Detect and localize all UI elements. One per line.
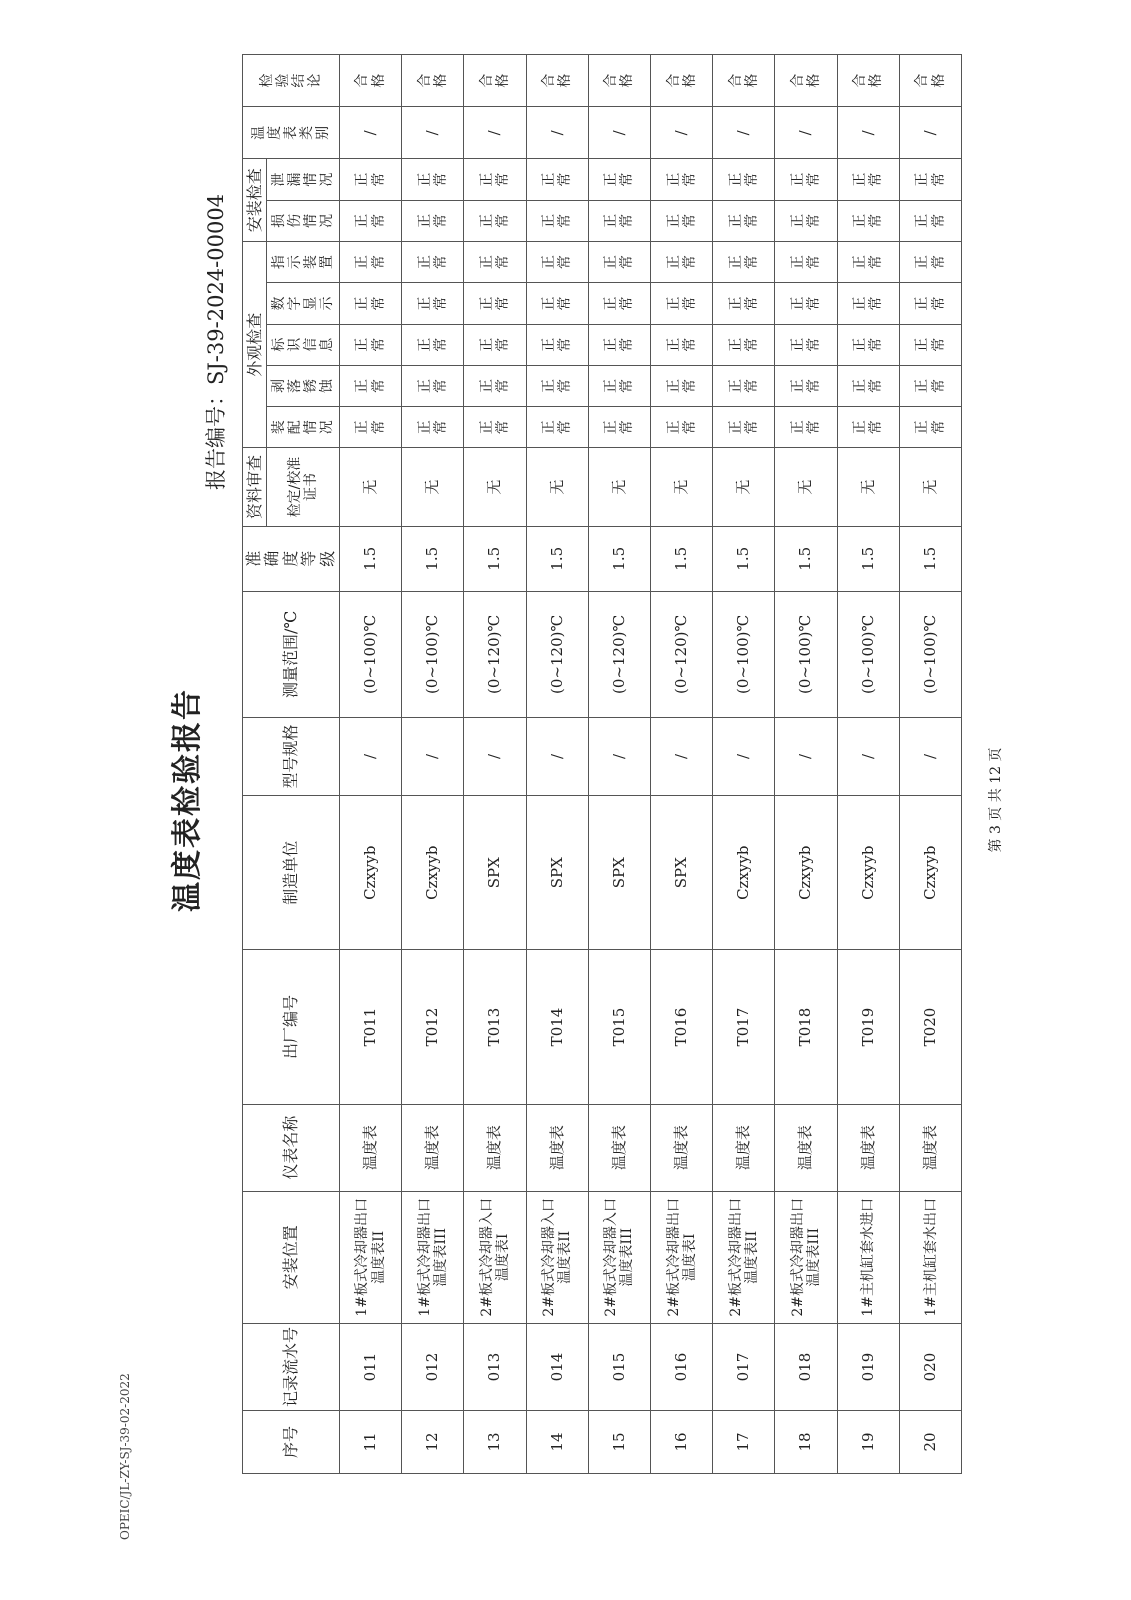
accuracy-cell: 1.5 xyxy=(651,526,713,591)
col-location-header: 安装位置 xyxy=(243,1191,340,1324)
seq-cell: 17 xyxy=(713,1410,775,1473)
table-row xyxy=(339,55,401,1474)
col-doc-group-header: 资料审查 xyxy=(243,448,267,526)
cert-cell: 无 xyxy=(899,448,961,526)
table-row xyxy=(588,55,650,1474)
pointer-cell: 正常 xyxy=(416,255,449,270)
location-cell: 1#主机缸套水进口 xyxy=(837,1191,899,1324)
page-title: 温度表检验报告 xyxy=(170,688,205,912)
maker-cell: Czxyyb xyxy=(713,796,775,950)
peel-cell: 正常 xyxy=(790,379,823,394)
assembly-cell: 正常 xyxy=(790,420,823,435)
maker-cell: Czxyyb xyxy=(899,796,961,950)
page-number: 第 3 页 共 12 页 xyxy=(988,747,1004,853)
location-cell: 1#主机缸套水出口 xyxy=(899,1191,961,1324)
col-range-header: 测量范围/℃ xyxy=(243,591,340,717)
col-pointer-header: 指示装置 xyxy=(271,255,336,270)
mark-cell: 正常 xyxy=(852,337,885,352)
pointer-cell: 正常 xyxy=(852,255,885,270)
leak-cell: 正常 xyxy=(354,172,387,187)
col-record-header: 记录流水号 xyxy=(243,1324,340,1411)
mark-cell: 正常 xyxy=(603,337,636,352)
name-cell: 温度表 xyxy=(588,1104,650,1191)
model-cell: / xyxy=(464,717,526,795)
name-cell: 温度表 xyxy=(651,1104,713,1191)
pointer-cell: 正常 xyxy=(914,255,947,270)
assembly-cell: 正常 xyxy=(665,420,698,435)
col-damage-header: 损伤情况 xyxy=(271,213,336,228)
peel-cell: 正常 xyxy=(914,379,947,394)
record-cell: 016 xyxy=(651,1324,713,1411)
record-cell: 018 xyxy=(775,1324,837,1411)
result-cell: 合格 xyxy=(914,73,947,88)
digit-cell: 正常 xyxy=(416,296,449,311)
seq-cell: 12 xyxy=(402,1410,464,1473)
digit-cell: 正常 xyxy=(665,296,698,311)
range-cell: (0~120)℃ xyxy=(651,591,713,717)
category-cell: / xyxy=(837,107,899,159)
assembly-cell: 正常 xyxy=(478,420,511,435)
serial-cell: T013 xyxy=(464,950,526,1104)
col-name-header: 仪表名称 xyxy=(243,1104,340,1191)
serial-cell: T018 xyxy=(775,950,837,1104)
col-assembly-header: 装配情况 xyxy=(271,420,336,435)
record-cell: 017 xyxy=(713,1324,775,1411)
cert-cell: 无 xyxy=(339,448,401,526)
serial-cell: T019 xyxy=(837,950,899,1104)
damage-cell: 正常 xyxy=(665,213,698,228)
model-cell: / xyxy=(837,717,899,795)
digit-cell: 正常 xyxy=(478,296,511,311)
location-cell: 2#板式冷却器出口温度表II xyxy=(713,1191,775,1324)
record-cell: 015 xyxy=(588,1324,650,1411)
model-cell: / xyxy=(713,717,775,795)
damage-cell: 正常 xyxy=(541,213,574,228)
name-cell: 温度表 xyxy=(713,1104,775,1191)
category-cell: / xyxy=(526,107,588,159)
model-cell: / xyxy=(402,717,464,795)
range-cell: (0~120)℃ xyxy=(588,591,650,717)
table-row xyxy=(775,55,837,1474)
category-cell: / xyxy=(464,107,526,159)
col-install-group-header: 安装检查 xyxy=(243,159,267,242)
damage-cell: 正常 xyxy=(354,213,387,228)
category-cell: / xyxy=(775,107,837,159)
table-row xyxy=(837,55,899,1474)
col-mark-header: 标识信息 xyxy=(271,337,336,352)
damage-cell: 正常 xyxy=(790,213,823,228)
serial-cell: T015 xyxy=(588,950,650,1104)
table-row xyxy=(402,55,464,1474)
mark-cell: 正常 xyxy=(727,337,760,352)
result-cell: 合格 xyxy=(541,73,574,88)
leak-cell: 正常 xyxy=(416,172,449,187)
range-cell: (0~100)℃ xyxy=(775,591,837,717)
pointer-cell: 正常 xyxy=(603,255,636,270)
table-row xyxy=(713,55,775,1474)
digit-cell: 正常 xyxy=(354,296,387,311)
digit-cell: 正常 xyxy=(852,296,885,311)
model-cell: / xyxy=(899,717,961,795)
maker-cell: SPX xyxy=(526,796,588,950)
serial-cell: T020 xyxy=(899,950,961,1104)
category-cell: / xyxy=(402,107,464,159)
assembly-cell: 正常 xyxy=(727,420,760,435)
accuracy-cell: 1.5 xyxy=(899,526,961,591)
col-leak-header: 泄漏情况 xyxy=(271,172,336,187)
assembly-cell: 正常 xyxy=(354,420,387,435)
assembly-cell: 正常 xyxy=(416,420,449,435)
leak-cell: 正常 xyxy=(541,172,574,187)
cert-cell: 无 xyxy=(464,448,526,526)
result-cell: 合格 xyxy=(727,73,760,88)
col-serial-header: 出厂编号 xyxy=(243,950,340,1104)
damage-cell: 正常 xyxy=(914,213,947,228)
maker-cell: Czxyyb xyxy=(837,796,899,950)
category-cell: / xyxy=(899,107,961,159)
location-cell: 2#板式冷却器出口温度表I xyxy=(651,1191,713,1324)
damage-cell: 正常 xyxy=(416,213,449,228)
name-cell: 温度表 xyxy=(775,1104,837,1191)
name-cell: 温度表 xyxy=(464,1104,526,1191)
cert-cell: 无 xyxy=(837,448,899,526)
mark-cell: 正常 xyxy=(354,337,387,352)
maker-cell: Czxyyb xyxy=(402,796,464,950)
seq-cell: 20 xyxy=(899,1410,961,1473)
name-cell: 温度表 xyxy=(837,1104,899,1191)
leak-cell: 正常 xyxy=(665,172,698,187)
digit-cell: 正常 xyxy=(603,296,636,311)
maker-cell: Czxyyb xyxy=(775,796,837,950)
mark-cell: 正常 xyxy=(478,337,511,352)
table-body xyxy=(339,55,961,1474)
col-result-header: 检验结论 xyxy=(258,73,324,88)
serial-cell: T012 xyxy=(402,950,464,1104)
record-cell: 020 xyxy=(899,1324,961,1411)
assembly-cell: 正常 xyxy=(914,420,947,435)
serial-cell: T014 xyxy=(526,950,588,1104)
peel-cell: 正常 xyxy=(665,379,698,394)
peel-cell: 正常 xyxy=(852,379,885,394)
peel-cell: 正常 xyxy=(541,379,574,394)
record-cell: 011 xyxy=(339,1324,401,1411)
range-cell: (0~100)℃ xyxy=(837,591,899,717)
col-maker-header: 制造单位 xyxy=(243,796,340,950)
model-cell: / xyxy=(588,717,650,795)
location-cell: 2#板式冷却器入口温度表II xyxy=(526,1191,588,1324)
range-cell: (0~100)℃ xyxy=(713,591,775,717)
name-cell: 温度表 xyxy=(339,1104,401,1191)
accuracy-cell: 1.5 xyxy=(526,526,588,591)
seq-cell: 16 xyxy=(651,1410,713,1473)
leak-cell: 正常 xyxy=(852,172,885,187)
assembly-cell: 正常 xyxy=(852,420,885,435)
table-row xyxy=(899,55,961,1474)
peel-cell: 正常 xyxy=(478,379,511,394)
seq-cell: 11 xyxy=(339,1410,401,1473)
result-cell: 合格 xyxy=(852,73,885,88)
model-cell: / xyxy=(775,717,837,795)
location-cell: 2#板式冷却器入口温度表III xyxy=(588,1191,650,1324)
col-cert-header: 检定/校准证书 xyxy=(267,448,340,526)
mark-cell: 正常 xyxy=(790,337,823,352)
cert-cell: 无 xyxy=(588,448,650,526)
inspection-table xyxy=(242,54,962,1474)
accuracy-cell: 1.5 xyxy=(588,526,650,591)
cert-cell: 无 xyxy=(526,448,588,526)
seq-cell: 13 xyxy=(464,1410,526,1473)
accuracy-cell: 1.5 xyxy=(775,526,837,591)
seq-cell: 18 xyxy=(775,1410,837,1473)
col-seq-header: 序号 xyxy=(243,1410,340,1473)
cert-cell: 无 xyxy=(402,448,464,526)
location-cell: 1#板式冷却器出口温度表III xyxy=(402,1191,464,1324)
cert-cell: 无 xyxy=(651,448,713,526)
name-cell: 温度表 xyxy=(526,1104,588,1191)
peel-cell: 正常 xyxy=(416,379,449,394)
col-digit-header: 数字显示 xyxy=(271,296,336,311)
damage-cell: 正常 xyxy=(727,213,760,228)
model-cell: / xyxy=(526,717,588,795)
category-cell: / xyxy=(339,107,401,159)
assembly-cell: 正常 xyxy=(603,420,636,435)
mark-cell: 正常 xyxy=(541,337,574,352)
result-cell: 合格 xyxy=(603,73,636,88)
col-peel-header: 剥落锈蚀 xyxy=(271,379,336,394)
maker-cell: Czxyyb xyxy=(339,796,401,950)
mark-cell: 正常 xyxy=(416,337,449,352)
col-category-header: 温度表类别 xyxy=(250,125,332,140)
result-cell: 合格 xyxy=(790,73,823,88)
name-cell: 温度表 xyxy=(899,1104,961,1191)
leak-cell: 正常 xyxy=(914,172,947,187)
accuracy-cell: 1.5 xyxy=(837,526,899,591)
accuracy-cell: 1.5 xyxy=(339,526,401,591)
pointer-cell: 正常 xyxy=(790,255,823,270)
damage-cell: 正常 xyxy=(603,213,636,228)
damage-cell: 正常 xyxy=(852,213,885,228)
result-cell: 合格 xyxy=(478,73,511,88)
pointer-cell: 正常 xyxy=(478,255,511,270)
col-model-header: 型号规格 xyxy=(243,717,340,795)
digit-cell: 正常 xyxy=(541,296,574,311)
leak-cell: 正常 xyxy=(603,172,636,187)
range-cell: (0~100)℃ xyxy=(339,591,401,717)
col-appearance-group-header: 外观检查 xyxy=(243,242,267,448)
seq-cell: 19 xyxy=(837,1410,899,1473)
category-cell: / xyxy=(588,107,650,159)
range-cell: (0~100)℃ xyxy=(402,591,464,717)
location-cell: 2#板式冷却器入口温度表I xyxy=(464,1191,526,1324)
serial-cell: T017 xyxy=(713,950,775,1104)
record-cell: 013 xyxy=(464,1324,526,1411)
serial-cell: T016 xyxy=(651,950,713,1104)
model-cell: / xyxy=(339,717,401,795)
digit-cell: 正常 xyxy=(727,296,760,311)
report-number: 报告编号：SJ-39-2024-00004 xyxy=(204,193,228,490)
table-row xyxy=(526,55,588,1474)
pointer-cell: 正常 xyxy=(541,255,574,270)
cert-cell: 无 xyxy=(713,448,775,526)
accuracy-cell: 1.5 xyxy=(713,526,775,591)
range-cell: (0~100)℃ xyxy=(899,591,961,717)
maker-cell: SPX xyxy=(651,796,713,950)
name-cell: 温度表 xyxy=(402,1104,464,1191)
digit-cell: 正常 xyxy=(790,296,823,311)
result-cell: 合格 xyxy=(416,73,449,88)
pointer-cell: 正常 xyxy=(727,255,760,270)
location-cell: 2#板式冷却器出口温度表III xyxy=(775,1191,837,1324)
digit-cell: 正常 xyxy=(914,296,947,311)
leak-cell: 正常 xyxy=(790,172,823,187)
damage-cell: 正常 xyxy=(478,213,511,228)
range-cell: (0~120)℃ xyxy=(526,591,588,717)
table-header-row-1 xyxy=(243,55,267,1474)
pointer-cell: 正常 xyxy=(354,255,387,270)
seq-cell: 14 xyxy=(526,1410,588,1473)
result-cell: 合格 xyxy=(354,73,387,88)
leak-cell: 正常 xyxy=(727,172,760,187)
range-cell: (0~120)℃ xyxy=(464,591,526,717)
peel-cell: 正常 xyxy=(603,379,636,394)
assembly-cell: 正常 xyxy=(541,420,574,435)
accuracy-cell: 1.5 xyxy=(464,526,526,591)
maker-cell: SPX xyxy=(464,796,526,950)
result-cell: 合格 xyxy=(665,73,698,88)
col-accuracy-header: 准确度等级 xyxy=(244,550,337,567)
serial-cell: T011 xyxy=(339,950,401,1104)
leak-cell: 正常 xyxy=(478,172,511,187)
cert-cell: 无 xyxy=(775,448,837,526)
peel-cell: 正常 xyxy=(727,379,760,394)
seq-cell: 15 xyxy=(588,1410,650,1473)
category-cell: / xyxy=(713,107,775,159)
peel-cell: 正常 xyxy=(354,379,387,394)
record-cell: 019 xyxy=(837,1324,899,1411)
table-row xyxy=(464,55,526,1474)
accuracy-cell: 1.5 xyxy=(402,526,464,591)
mark-cell: 正常 xyxy=(665,337,698,352)
pointer-cell: 正常 xyxy=(665,255,698,270)
location-cell: 1#板式冷却器出口温度表II xyxy=(339,1191,401,1324)
form-code: OPEIC/JL-ZY-SJ-39-02-2022 xyxy=(118,1373,132,1540)
maker-cell: SPX xyxy=(588,796,650,950)
table-row xyxy=(651,55,713,1474)
category-cell: / xyxy=(651,107,713,159)
model-cell: / xyxy=(651,717,713,795)
record-cell: 012 xyxy=(402,1324,464,1411)
mark-cell: 正常 xyxy=(914,337,947,352)
record-cell: 014 xyxy=(526,1324,588,1411)
